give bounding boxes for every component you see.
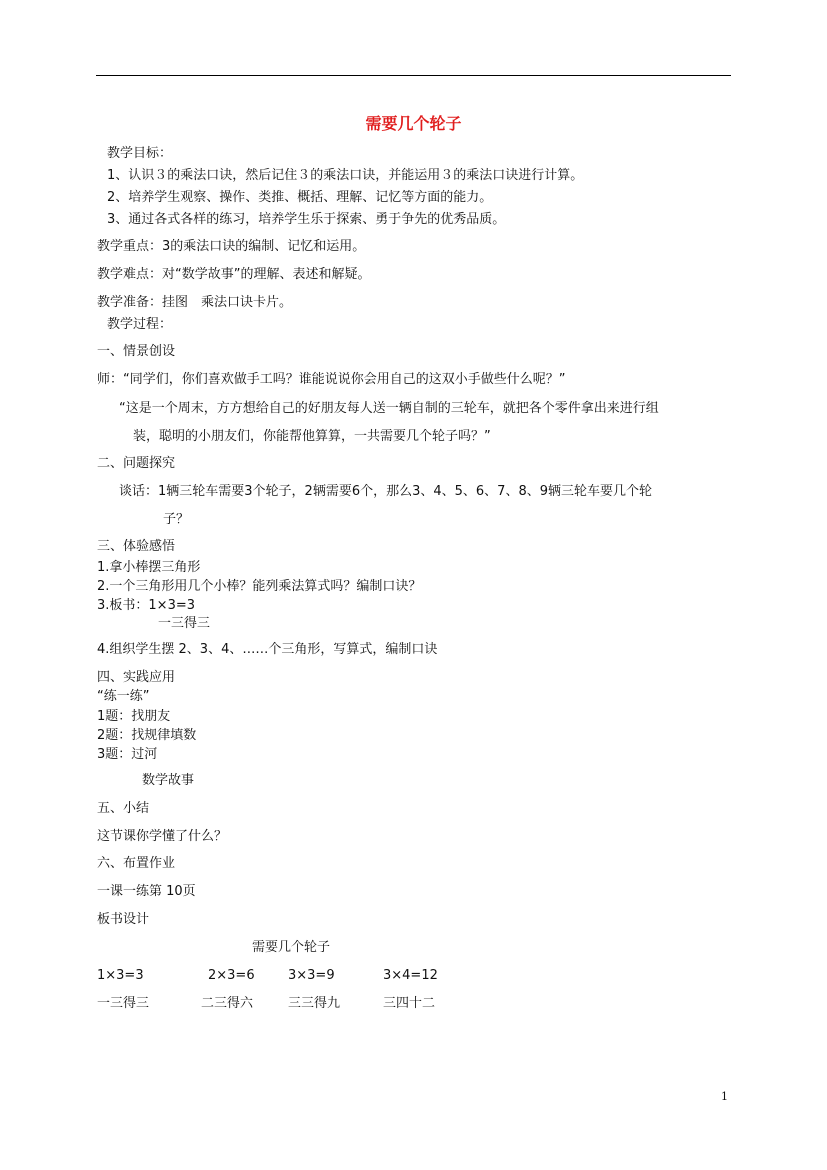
- objectives-heading: 教学目标：: [107, 146, 173, 161]
- board-equation: 1×3=3: [97, 968, 144, 983]
- objective-item: 2、培养学生观察、操作、类推、概括、理解、记忆等方面的能力。: [107, 190, 493, 205]
- list-item: 3题：过河: [97, 747, 158, 762]
- paragraph-line: 师：“同学们，你们喜欢做手工吗？谁能说说你会用自己的这双小手做些什么呢？”: [97, 372, 566, 387]
- process-heading: 教学过程：: [107, 317, 173, 332]
- preparation: 教学准备：挂图 乘法口诀卡片。: [97, 295, 293, 310]
- paragraph-line: 谈话：1辆三轮车需要3个轮子，2辆需要6个，那么3、4、5、6、7、8、9辆三轮车要几个轮: [119, 484, 652, 499]
- list-item: 1题：找朋友: [97, 709, 171, 724]
- paragraph-line: 这节课你学懂了什么？: [97, 829, 228, 844]
- difficulty: 教学难点：对“数学故事”的理解、表述和解疑。: [97, 267, 371, 282]
- list-item: 2.一个三角形用几个小棒？能列乘法算式吗？编制口诀？: [97, 579, 422, 594]
- list-item: 一三得三: [158, 616, 211, 631]
- section-heading: 六、布置作业: [97, 856, 176, 871]
- paragraph-line: 子？: [163, 512, 190, 527]
- board-rhyme: 二三得六: [201, 996, 254, 1011]
- list-item: 2题：找规律填数: [97, 728, 197, 743]
- list-item: 3.板书：1×3=3: [97, 598, 196, 613]
- section-heading: 二、问题探究: [97, 456, 176, 471]
- section-heading: 四、实践应用: [97, 670, 176, 685]
- board-title: 需要几个轮子: [252, 940, 331, 955]
- document-title: 需要几个轮子: [365, 114, 462, 133]
- objective-item: 1、认识３的乘法口诀，然后记住３的乘法口诀，并能运用３的乘法口诀进行计算。: [107, 168, 584, 183]
- board-equation: 2×3=6: [208, 968, 255, 983]
- story-label: 数学故事: [142, 773, 195, 788]
- board-rhyme: 三四十二: [383, 996, 436, 1011]
- list-item: 4.组织学生摆 2、3、4、……个三角形，写算式，编制口诀: [97, 642, 438, 657]
- page-number: 1: [721, 1090, 728, 1103]
- paragraph-line: 装，聪明的小朋友们，你能帮他算算，一共需要几个轮子吗？”: [133, 429, 491, 444]
- section-heading: 三、体验感悟: [97, 539, 176, 554]
- paragraph-line: “这是一个周末，方方想给自己的好朋友每人送一辆自制的三轮车，就把各个零件拿出来进行组: [119, 401, 659, 416]
- board-rhyme: 三三得九: [288, 996, 341, 1011]
- board-equation: 3×4=12: [383, 968, 438, 983]
- list-item: 1.拿小棒摆三角形: [97, 560, 201, 575]
- header-rule: [96, 75, 731, 76]
- section-heading: 一、情景创设: [97, 344, 176, 359]
- board-heading: 板书设计: [97, 912, 150, 927]
- key-point: 教学重点：3的乘法口诀的编制、记忆和运用。: [97, 239, 366, 254]
- paragraph-line: 一课一练第 10页: [97, 884, 196, 899]
- board-equation: 3×3=9: [288, 968, 335, 983]
- objective-item: 3、通过各式各样的练习，培养学生乐于探索、勇于争先的优秀品质。: [107, 212, 506, 227]
- section-heading: 五、小结: [97, 801, 150, 816]
- board-rhyme: 一三得三: [97, 996, 150, 1011]
- practice-label: “练一练”: [97, 689, 150, 704]
